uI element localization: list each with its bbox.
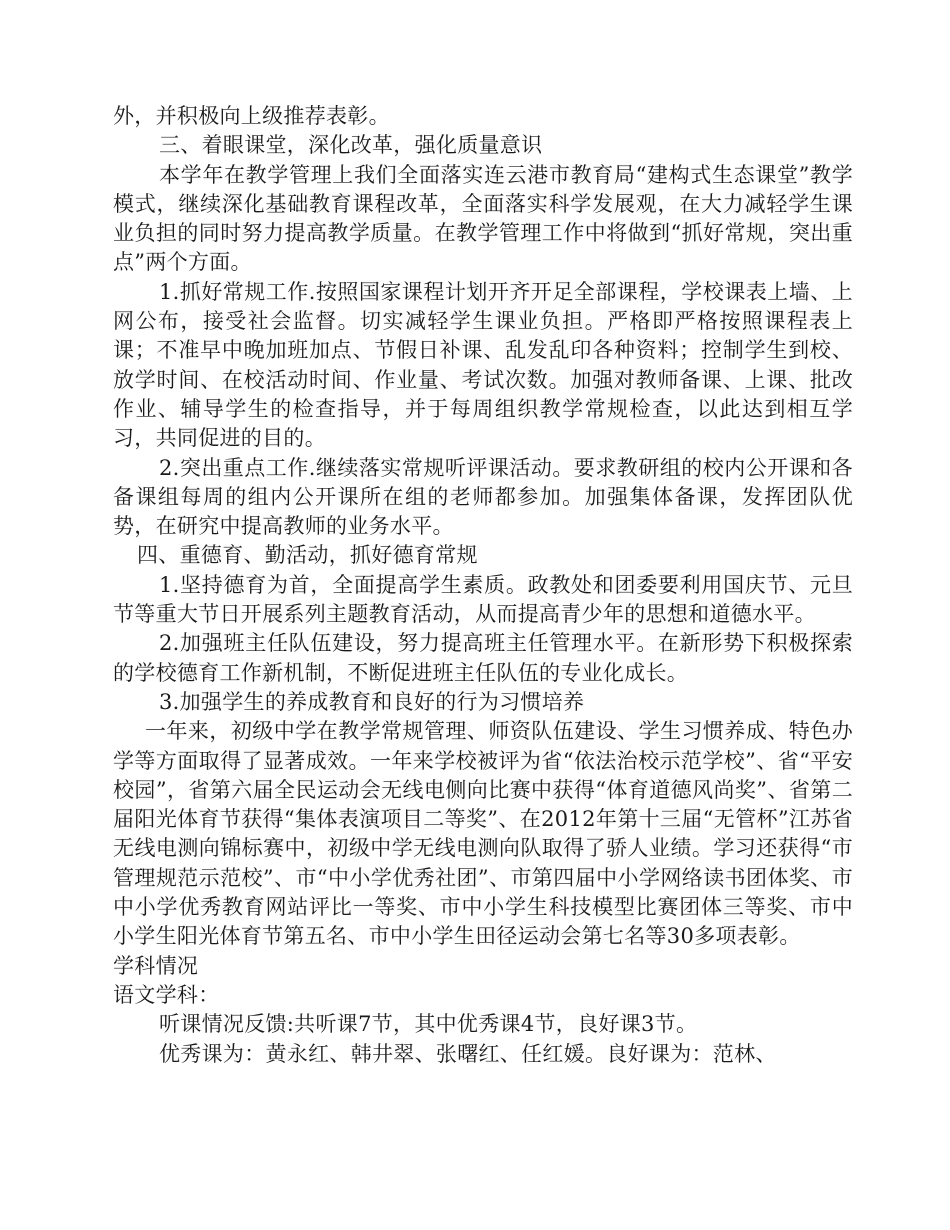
paragraph-continuation: 外，并积极向上级推荐表彰。 (113, 104, 390, 128)
document-body (113, 102, 853, 1069)
paragraph-habits: 3.加强学生的养成教育和良好的行为习惯培养 (159, 689, 585, 714)
paragraph-excellent-lessons: 优秀课为：黄永红、韩井翠、张曙红、任红媛。良好课为：范林、 (159, 1041, 777, 1066)
paragraph-key-work: 2.突出重点工作.继续落实常规听评课活动。要求教研组的校内公开课和各备课组每周的组内公开课所在组的老师都参加。加强集体备课，发挥团队优势，在研究中提高教师的业务水平。 (113, 455, 853, 539)
section-heading-moral-education: 四、重德育、勤活动，抓好德育常规 (137, 543, 478, 568)
heading-chinese-subject: 语文学科： (113, 982, 220, 1007)
paragraph-achievements: 一年来，初级中学在教学常规管理、师资队伍建设、学生习惯养成、特色办学等方面取得了显著成效。一年来学校被评为省“依法治校示范学校”、省“平安校园”，省第六届全民运动会无线电侧向比赛中获得“体育道德风尚奖”、省第二届阳光体育节获得“集体表演项目二等奖”、在2012年第十三届“无管杯”江苏省无线电测向锦标赛中，初级中学无线电测向队取得了骄人业绩。学习还获得“市管理规范示范校”、市“中小学优秀社团”、市第四届中小学网络读书团体奖、市中小学优秀教育网站评比一等奖、市中小学生科技模型比赛团体三等奖、市中小学生阳光体育节第五名、市中小学生田径运动会第七名等30多项表彰。 (113, 719, 853, 949)
paragraph-moral-first: 1.坚持德育为首，全面提高学生素质。政教处和团委要利用国庆节、元旦节等重大节日开展系列主题教育活动，从而提高青少年的思想和道德水平。 (113, 572, 853, 627)
paragraph-teaching-management: 本学年在教学管理上我们全面落实连云港市教育局“建构式生态课堂”教学模式，继续深化基础教育课程改革，全面落实科学发展观，在大力减轻学生课业负担的同时努力提高教学质量。在教学管理工作中将做到“抓好常规，突出重点”两个方面。 (113, 162, 853, 275)
heading-subject-situation: 学科情况 (113, 953, 199, 978)
section-heading-classroom: 三、着眼课堂，深化改革，强化质量意识 (159, 133, 543, 158)
paragraph-head-teacher: 2.加强班主任队伍建设，努力提高班主任管理水平。在新形势下积极探索的学校德育工作新机制，不断促进班主任队伍的专业化成长。 (113, 631, 853, 685)
paragraph-lesson-feedback: 听课情况反馈:共听课7节，其中优秀课4节，良好课3节。 (159, 1012, 698, 1037)
paragraph-routine-work: 1.抓好常规工作.按照国家课程计划开齐开足全部课程，学校课表上墙、上网公布，接受社会监督。切实减轻学生课业负担。严格即严格按照课程表上课；不准早中晚加班加点、节假日补课、乱发乱印各种资料；控制学生到校、放学时间、在校活动时间、作业量、考试次数。加强对教师备课、上课、批改作业、辅导学生的检查指导，并于每周组织教学常规检查，以此达到相互学习，共同促进的目的。 (113, 279, 853, 451)
